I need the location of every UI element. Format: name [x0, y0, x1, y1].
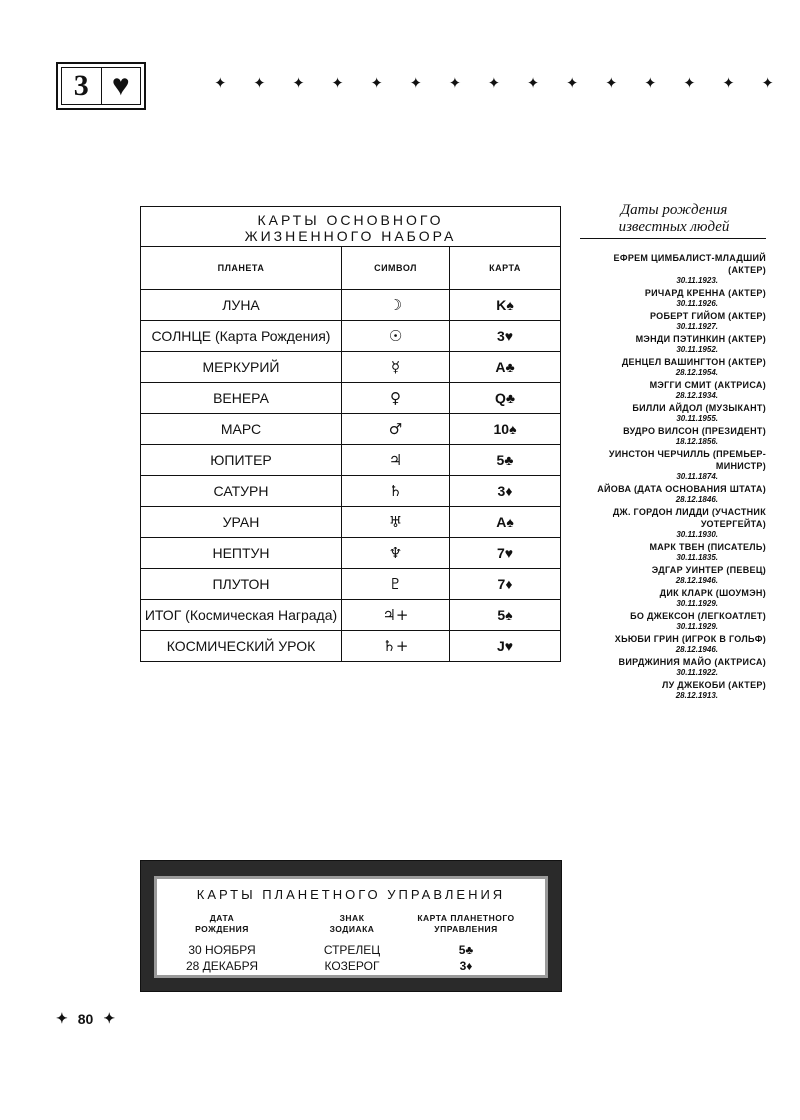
planet-symbol-icon: ♃ [342, 445, 450, 476]
birth-date: 28.12.1946. [675, 645, 718, 654]
ornament-star-icon: ✦ [253, 75, 266, 92]
person-name: ВИРДЖИНИЯ МАЙО (АКТРИСА) [618, 657, 766, 667]
planet-symbol-icon: ♄+ [342, 631, 450, 662]
planet-name: ЛУНА [141, 290, 342, 321]
birth-date: 30.11.1930. [676, 530, 718, 539]
ornament-star-icon: ✦ [565, 75, 579, 92]
birth-date: 30.11.1923. [676, 276, 718, 285]
card-value: 3♥ [450, 321, 561, 352]
table-title-line2: ЖИЗНЕННОГО НАБОРА [244, 227, 457, 244]
planet-name: ВЕНЕРА [141, 383, 342, 414]
card-value: 5♣ [450, 445, 561, 476]
column-header-symbol: СИМВОЛ [342, 247, 450, 290]
person-name: ДЕНЦЕЛ ВАШИНГТОН (АКТЕР) [621, 357, 766, 367]
birth-date: 28.12.1846. [675, 495, 718, 504]
person-name: РИЧАРД КРЕННА (АКТЕР) [644, 288, 766, 298]
planet-symbol-icon: ♆ [342, 538, 450, 569]
card-value: J♥ [450, 631, 561, 662]
table-row [141, 538, 561, 569]
birth-date: 28.12.1946. [675, 576, 718, 585]
table-title [141, 207, 561, 247]
card-value: 3 [73, 69, 89, 102]
planet-symbol-icon: ♂ [342, 414, 450, 445]
zodiac-sign: КОЗЕРОГ [324, 959, 380, 973]
planet-symbol-icon: ♄ [342, 476, 450, 507]
table-row [141, 476, 561, 507]
birthdays-divider [580, 238, 766, 239]
card-value: 10♠ [450, 414, 561, 445]
person-name: ВУДРО ВИЛСОН (ПРЕЗИДЕНТ) [623, 426, 766, 436]
ruling-card: 3♦ [459, 959, 473, 973]
ornament-star-icon: ✦ [683, 75, 696, 92]
planetary-rule-box [140, 860, 562, 992]
person-name: УИНСТОН ЧЕРЧИЛЛЬ (ПРЕМЬЕР-МИНИСТР) [608, 449, 766, 471]
ornament-star-icon: ✦ [370, 75, 383, 92]
planet-symbol-icon: ♃+ [342, 600, 450, 631]
list-item [580, 310, 766, 332]
planetary-rule-panel [157, 879, 545, 975]
table-row [141, 569, 561, 600]
ornament-star-icon: ✦ [604, 75, 618, 92]
ornament-row [214, 74, 774, 92]
planet-name: НЕПТУН [141, 538, 342, 569]
card-badge [56, 62, 146, 110]
birth-date: 30.11.1835. [676, 553, 718, 562]
header-line: ДАТА [209, 913, 235, 923]
ornament-star-icon: ✦ [526, 75, 540, 92]
list-item [580, 564, 766, 586]
person-name: МЭГГИ СМИТ (АКТРИСА) [649, 380, 766, 390]
list-item [580, 356, 766, 378]
person-name: РОБЕРТ ГИЙОМ (АКТЕР) [650, 311, 766, 321]
list-item [580, 541, 766, 563]
card-value: 3♦ [450, 476, 561, 507]
table-row [141, 290, 561, 321]
list-item [580, 379, 766, 401]
person-name: БО ДЖЕКСОН (ЛЕГКОАТЛЕТ) [630, 611, 766, 621]
column-header-planet: ПЛАНЕТА [141, 247, 342, 290]
ornament-star-icon: ✦ [409, 75, 423, 92]
list-item [580, 448, 766, 482]
planet-symbol-icon: ♇ [342, 569, 450, 600]
card-value: A♠ [450, 507, 561, 538]
person-name: ХЬЮБИ ГРИН (ИГРОК В ГОЛЬФ) [614, 634, 766, 644]
planet-symbol-icon: ☽ [342, 290, 450, 321]
list-item [580, 425, 766, 447]
birthdays-title [584, 202, 764, 236]
planet-symbol-icon: ☉ [342, 321, 450, 352]
list-item [580, 633, 766, 655]
table-row [141, 631, 561, 662]
planetary-rule-title: КАРТЫ ПЛАНЕТНОГО УПРАВЛЕНИЯ [196, 887, 506, 902]
card-value: Q♣ [450, 383, 561, 414]
card-value: 7♥ [450, 538, 561, 569]
table-row [141, 352, 561, 383]
birth-date: 30.11.1929. [676, 599, 718, 608]
birth-date: 30.11.1955. [676, 414, 718, 423]
ornament-star-icon: ✦ [331, 75, 344, 92]
planet-name: МЕРКУРИЙ [141, 352, 342, 383]
planet-name: САТУРН [141, 476, 342, 507]
planet-name: МАРС [141, 414, 342, 445]
list-item [580, 402, 766, 424]
birth-date: 28.12.1954. [675, 368, 718, 377]
table-row [141, 507, 561, 538]
ruling-card: 5♣ [458, 943, 474, 957]
ornament-star-icon: ✦ [214, 75, 227, 92]
list-item [580, 252, 766, 286]
planet-name: ИТОГ (Космическая Награда) [141, 600, 342, 631]
birth-date: 28.12.1913. [675, 691, 718, 700]
column-header-zodiac-sign [297, 913, 407, 935]
card-value: A♣ [450, 352, 561, 383]
person-name: ЛУ ДЖЕКОБИ (АКТЕР) [661, 680, 766, 690]
header-line: УПРАВЛЕНИЯ [434, 924, 498, 934]
birth-date: 30.11.1927. [676, 322, 718, 331]
person-name: МАРК ТВЕН (ПИСАТЕЛЬ) [649, 542, 766, 552]
person-name: МЭНДИ ПЭТИНКИН (АКТЕР) [635, 334, 766, 344]
ornament-star-icon: ✦ [56, 1010, 68, 1026]
birth-date: 18.12.1856. [675, 437, 718, 446]
ornament-star-icon: ✦ [487, 75, 501, 92]
planet-name: ЮПИТЕР [141, 445, 342, 476]
card-suit-icon: ♥ [101, 68, 141, 104]
ornament-star-icon: ✦ [103, 1010, 116, 1026]
planet-name: КОСМИЧЕСКИЙ УРОК [141, 631, 342, 662]
table-row [141, 321, 561, 352]
column-header-ruling-card [401, 913, 531, 935]
column-header-card: КАРТА [450, 247, 561, 290]
birthdays-title-line2: известных людей [618, 219, 730, 235]
ornament-star-icon: ✦ [448, 75, 462, 92]
list-item [580, 679, 766, 701]
planet-symbol-icon: ☿ [342, 352, 450, 383]
birth-date: 30.11.1926. [676, 299, 718, 308]
planet-name: ПЛУТОН [141, 569, 342, 600]
ornament-star-icon: ✦ [292, 75, 305, 92]
table-row [141, 383, 561, 414]
header-line: РОЖДЕНИЯ [195, 924, 249, 934]
header-line: КАРТА ПЛАНЕТНОГО [417, 913, 515, 923]
list-item [580, 656, 766, 678]
ornament-star-icon: ✦ [644, 75, 657, 92]
card-badge-inner [61, 67, 141, 105]
table-row [141, 414, 561, 445]
birth-date: 30.11.1929. [676, 622, 718, 631]
planet-symbol-icon: ♅ [342, 507, 450, 538]
list-item [580, 610, 766, 632]
list-item [580, 287, 766, 309]
person-name: АЙОВА (ДАТА ОСНОВАНИЯ ШТАТА) [597, 484, 766, 494]
birth-date: 30 НОЯБРЯ [188, 943, 256, 957]
table-row [141, 445, 561, 476]
page-footer [56, 1010, 115, 1027]
birth-date: 28 ДЕКАБРЯ [185, 959, 259, 973]
column-header-birth-date [167, 913, 277, 935]
person-name: ЭДГАР УИНТЕР (ПЕВЕЦ) [651, 565, 766, 575]
card-value: 5♠ [450, 600, 561, 631]
birthdays-list [580, 252, 766, 702]
person-name: ЕФРЕМ ЦИМБАЛИСТ-МЛАДШИЙ (АКТЕР) [613, 253, 766, 275]
list-item [580, 506, 766, 540]
life-cards-table [140, 206, 561, 662]
list-item [580, 333, 766, 355]
birth-date: 30.11.1922. [676, 668, 718, 677]
zodiac-sign: СТРЕЛЕЦ [323, 943, 381, 957]
header-line: ЗНАК [339, 913, 365, 923]
planet-symbol-icon: ♀ [342, 383, 450, 414]
birthdays-title-line1: Даты рождения [620, 202, 728, 218]
birth-date: 30.11.1952. [676, 345, 718, 354]
birth-date: 28.12.1934. [675, 391, 718, 400]
table-title-line1: КАРТЫ ОСНОВНОГО [257, 211, 444, 228]
planet-name: УРАН [141, 507, 342, 538]
ornament-star-icon: ✦ [761, 75, 774, 92]
person-name: БИЛЛИ АЙДОЛ (МУЗЫКАНТ) [632, 403, 766, 413]
person-name: ДЖ. ГОРДОН ЛИДДИ (УЧАСТНИК УОТЕРГЕЙТА) [612, 507, 766, 529]
header-line: ЗОДИАКА [329, 924, 375, 934]
card-value: K♠ [450, 290, 561, 321]
person-name: ДИК КЛАРК (ШОУМЭН) [659, 588, 766, 598]
birth-date: 30.11.1874. [676, 472, 718, 481]
table-row [141, 600, 561, 631]
card-value: 7♦ [450, 569, 561, 600]
list-item [580, 483, 766, 505]
page-number: 80 [77, 1010, 94, 1027]
planet-name: СОЛНЦЕ (Карта Рождения) [141, 321, 342, 352]
list-item [580, 587, 766, 609]
ornament-star-icon: ✦ [722, 75, 735, 92]
